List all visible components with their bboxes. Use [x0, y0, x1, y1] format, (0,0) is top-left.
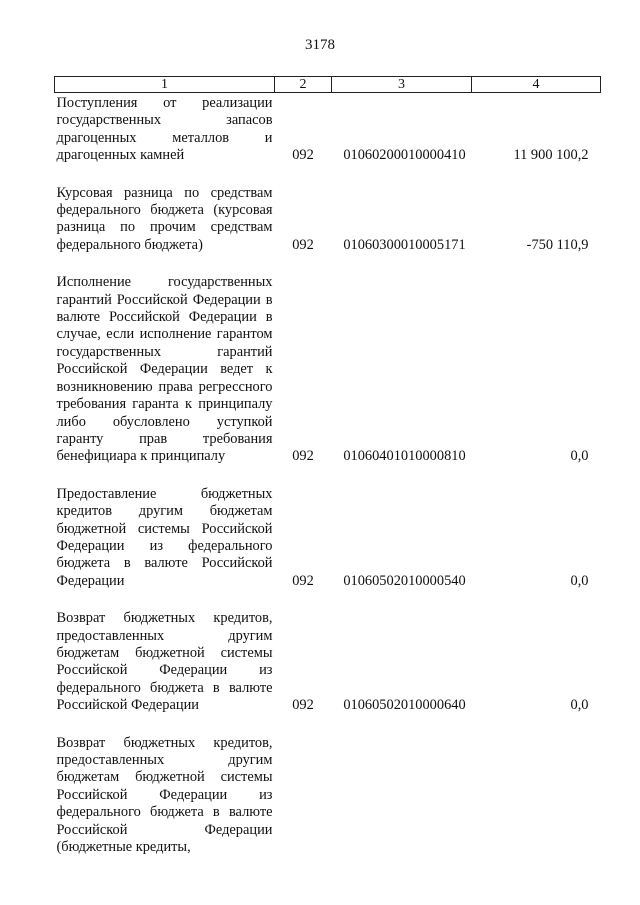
row-amount: 11 900 100,2: [513, 147, 589, 164]
row-amount: -750 110,9: [526, 236, 589, 253]
row-kbk-code: [332, 735, 472, 857]
row-admin-code: 092: [292, 236, 314, 253]
budget-table: [54, 76, 601, 856]
table-row: [55, 610, 601, 734]
row-name: Курсовая разница по средствам федерального бюджета (курсовая разница по прочим средствам федерального бюджета): [56, 184, 273, 253]
row-name: Предоставление бюджетных кредитов другим бюджетам бюджетной системы Российской Федерации из федерального бюджета в валюте Российской Федерации: [56, 485, 273, 589]
row-name: Возврат бюджетных кредитов, предоставленных другим бюджетам бюджетной системы Российской Федерации из федерального бюджета в валюте Российской Федерации (бюджетные кредиты,: [56, 734, 273, 856]
table-header: [55, 77, 601, 93]
header-row: [55, 77, 601, 93]
row-kbk-code: 01060502010000640: [343, 697, 466, 714]
table-row: [55, 274, 601, 485]
row-kbk-code: 01060300010005171: [343, 236, 466, 253]
table-row: [55, 93, 601, 185]
row-kbk-code: 01060502010000540: [343, 572, 466, 589]
row-amount: 0,0: [570, 572, 589, 589]
row-admin-code: 092: [292, 147, 314, 164]
row-amount: 0,0: [570, 448, 589, 465]
row-name: Возврат бюджетных кредитов, предоставленных другим бюджетам бюджетной системы Российской Федерации из федерального бюджета в валюте Российской Федерации: [56, 610, 273, 714]
table-body: [55, 93, 601, 857]
row-admin-code: [275, 735, 332, 857]
table-row: [55, 735, 601, 857]
row-admin-code: 092: [292, 572, 314, 589]
page-number: 3178: [305, 37, 335, 53]
row-admin-code: 092: [292, 697, 314, 714]
row-amount: 0,0: [570, 697, 589, 714]
column-header-3: 3: [332, 77, 472, 93]
table-row: [55, 486, 601, 610]
column-header-2: 2: [275, 77, 332, 93]
row-kbk-code: 01060401010000810: [343, 448, 466, 465]
row-name: Исполнение государственных гарантий Российской Федерации в валюте Российской Федерации в случае, если исполнение гарантом государственных гарантий Российской Федерации ведет к возникновению права регрессного требования гаранта к принципалу либо обусловлено уступкой гаранту прав требования бенефициара к принципалу: [56, 274, 273, 465]
column-header-1: 1: [55, 77, 275, 93]
row-kbk-code: 01060200010000410: [343, 147, 466, 164]
table-row: [55, 185, 601, 275]
row-admin-code: 092: [292, 448, 314, 465]
row-name: Поступления от реализации государственных запасов драгоценных металлов и драгоценных камней: [56, 95, 273, 164]
column-header-4: 4: [472, 77, 601, 93]
row-amount: [472, 735, 601, 857]
